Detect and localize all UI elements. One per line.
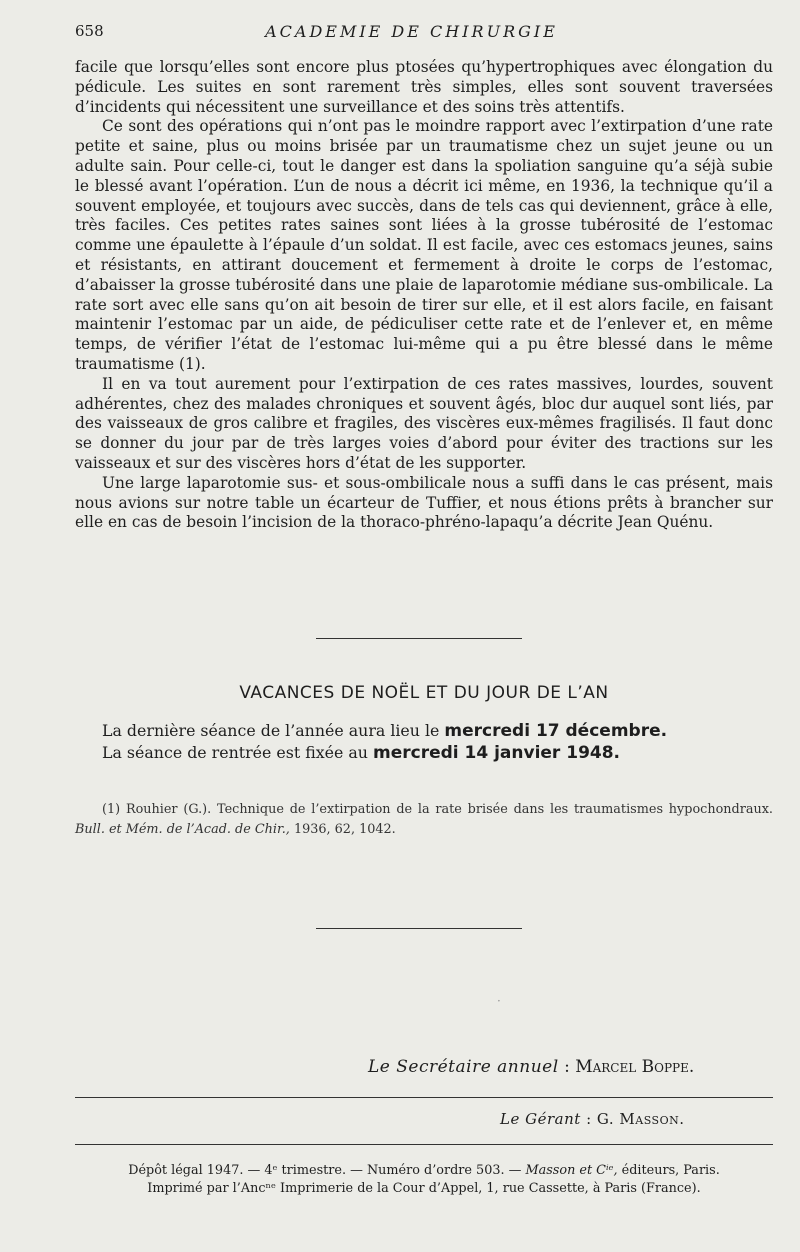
imprint-line-1 (75, 1162, 773, 1180)
paragraph-2: Ce sont des opérations qui n’ont pas le moindre rapport avec l’extirpation d’une rate petite et saine, plus ou moins brisée par un traumatisme chez un sujet jeune ou un adulte sain. Pour celle-ci, tout le danger est dans la spoliation sanguine qu’a séjà subie le blessé avant l’opération. L’un de nous a décrit ici même, en 1936, la technique qu’il a souvent employée, et toujours avec succès, dans de tels cas qui deviennent, grâce à elle, très faciles. Ces petites rates saines sont liées à la grosse tubérosité de l’estomac comme une épaulette à l’épaule d’un soldat. Il est facile, avec ces estomacs jeunes, sains et résistants, en attirant doucement et fermement à droite le corps de l’estomac, d’abaisser la grosse tubérosité dans une plaie de laparotomie médiane sus-ombilicale. La rate sort avec elle sans qu’on ait besoin de tirer sur elle, et il est alors facile, en faisant maintenir l’estomac par un aide, de pédiculiser cette rate et de l’enlever et, en même temps, de vérifier l’état de l’estomac lui-même qui a pu être blessé dans le même traumatisme (1). (75, 117, 773, 373)
paragraph-1: facile que lorsqu’elles sont encore plus ptosées qu’hypertrophiques avec élongation du pédicule. Les suites en sont rarement très simples, elles sont souvent traversées d’incidents qui nécessitent une surveillance et des soins très attentifs. (75, 58, 773, 116)
footnote-marker: (1) (102, 802, 121, 817)
announcement-line-2-text: La séance de rentrée est fixée au (102, 743, 368, 762)
rule-above-gerant (75, 1097, 773, 1098)
footnote-author: Rouhier (G.). (125, 802, 212, 817)
page-number: 658 (75, 22, 104, 40)
imprint (75, 1162, 773, 1198)
footnote-journal: Bull. et Mém. de l’Acad. de Chir., (75, 822, 290, 837)
announcement-line-1-date: mercredi 17 décembre. (444, 721, 668, 741)
announcement-line-2-date: mercredi 14 janvier 1948. (372, 743, 621, 763)
imprint-legal: Dépôt légal 1947. — 4ᵉ trimestre. — Numéro d’ordre 503. — (128, 1163, 522, 1178)
paragraph-4: Une large laparotomie sus- et sous-ombilicale nous a suffi dans le cas présent, mais nous avions sur notre table un écarteur de Tuffier, et nous étions prêts à brancher sur elle en cas de besoin l’incision de la thoraco-phréno-lapaqu’a décrite Jean Quénu. (75, 473, 773, 532)
secretaire-signature (368, 1057, 694, 1077)
footnote-title: Technique de l’extirpation de la rate brisée dans les traumatismes hypochondraux. (217, 802, 773, 817)
secretaire-separator: : (564, 1057, 570, 1077)
secretaire-name: Marcel Boppe. (575, 1057, 695, 1077)
announcement-line-1 (102, 721, 782, 741)
paragraph-3: Il en va tout aurement pour l’extirpation de ces rates massives, lourdes, souvent adhérentes, chez des malades chroniques et souvent âgés, bloc dur auquel sont liés, par des vaisseaux de gros calibre et fragiles, des viscères eux-mêmes fragilisés. Il faut donc se donner du jour par de très larges voies d’abord pour éviter des tractions sur les vaisseaux et sur des viscères hors d’état de les supporter. (75, 374, 773, 472)
imprint-publisher: Masson et Cⁱᵉ, (525, 1163, 618, 1178)
footnote (75, 800, 773, 840)
imprint-line-2: Imprimé par l’Ancⁿᵉ Imprimerie de la Cour d’Appel, 1, rue Cassette, à Paris (France). (147, 1181, 701, 1196)
secretaire-role: Le Secrétaire annuel (368, 1057, 559, 1077)
rule-above-imprint (75, 1144, 773, 1145)
speck-mark: · (497, 994, 501, 1008)
section-divider-top (316, 638, 522, 639)
page-header (75, 22, 748, 44)
gerant-signature (500, 1110, 684, 1128)
announcement-line-1-text: La dernière séance de l’année aura lieu le (102, 721, 440, 740)
gerant-name: G. Masson. (596, 1110, 685, 1128)
section-divider-bottom (316, 928, 522, 929)
gerant-role: Le Gérant (500, 1110, 581, 1128)
announcement-title: VACANCES DE NOËL ET DU JOUR DE L’AN (239, 683, 609, 703)
announcement-line-2 (102, 743, 782, 763)
running-title: ACADEMIE DE CHIRURGIE (265, 22, 558, 41)
footnote-reference: 1936, 62, 1042. (293, 822, 396, 837)
imprint-city: éditeurs, Paris. (621, 1163, 720, 1178)
gerant-separator: : (586, 1110, 592, 1128)
body-text (75, 58, 773, 533)
